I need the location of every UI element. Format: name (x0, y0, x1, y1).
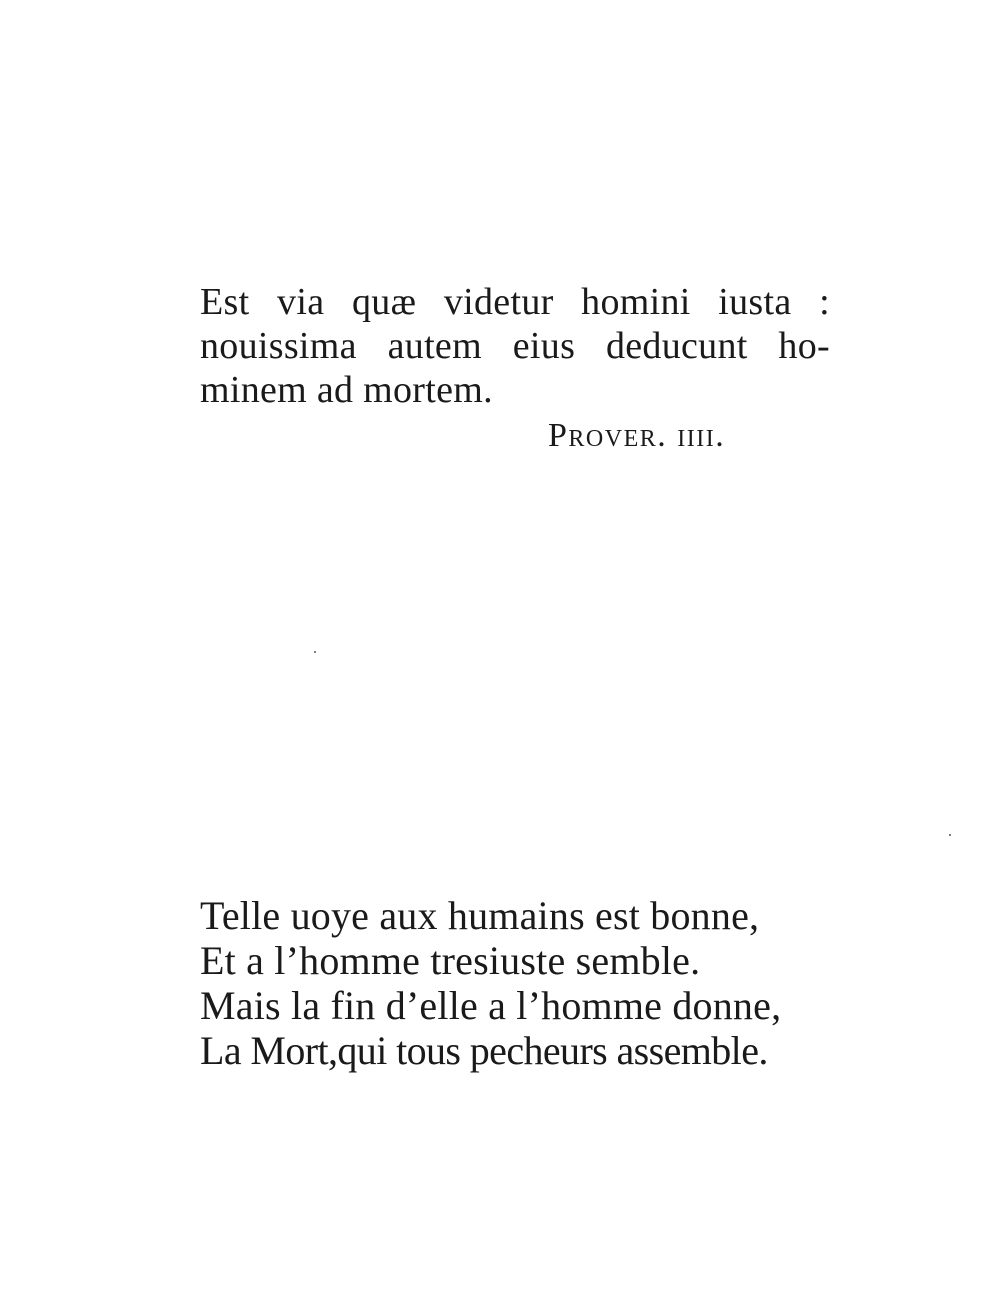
paper-speck (949, 834, 951, 836)
epigraph-line-1: Est via quæ videtur homini iusta : (200, 281, 830, 323)
scripture-citation: Prover. iiii. (548, 417, 726, 454)
verse-line-3: Mais la fin d’elle a l’homme donne, (200, 983, 782, 1028)
french-verse (200, 893, 830, 1073)
verse-line-4: La Mort,qui tous pecheurs assemble. (200, 1028, 768, 1073)
verse-line-2: Et a l’homme tresiuste semble. (200, 938, 701, 983)
epigraph-line-3: minem ad mortem. (200, 369, 493, 411)
verse-line-1: Telle uoye aux humains est bonne, (200, 893, 760, 938)
paper-speck (314, 651, 316, 653)
epigraph-line-2: nouissima autem eius deducunt ho- (200, 325, 830, 367)
latin-epigraph (200, 280, 830, 412)
